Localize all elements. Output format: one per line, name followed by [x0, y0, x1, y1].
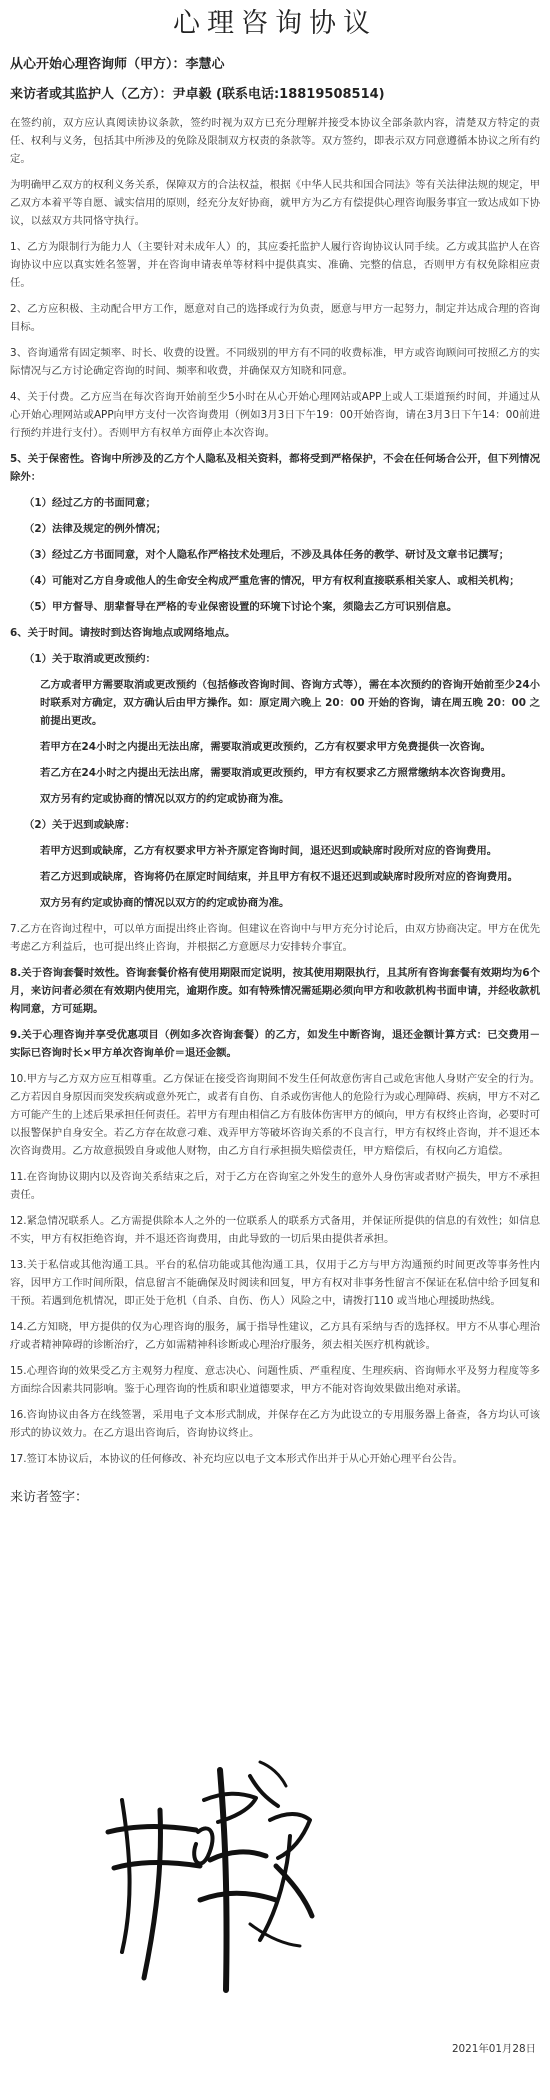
clause-13: 13.关于私信或其他沟通工具。平台的私信功能或其他沟通工具，仅用于乙方与甲方沟通预约时间更改等事务性内容，因甲方工作时间所限，信息留言不能确保及时阅读和回复，甲方有权对非事务性留言不保证在私信中给予回复和干预。若遇到危机情况，即正处于危机（自杀、自伤、伤人）风险之中，请拨打110 或当地心理援助热线。	[10, 1259, 540, 1307]
clause-6-party-b-late: 若乙方迟到或缺席，咨询将仍在原定时间结束，并且甲方有权不退还迟到或缺席时段所对应的咨询费用。	[40, 871, 518, 883]
clause-6-cancel-rule: 乙方或者甲方需要取消或更改预约（包括修改咨询时间、咨询方式等），需在本次预约的咨询开始前至少24小时联系对方确定，双方确认后由甲方操作。如：原定周六晚上 20：00 开始的咨询，请在周五晚 20：00 之前提出更改。	[40, 679, 540, 727]
clause-16: 16.咨询协议由各方在线签署，采用电子文本形式制成，并保存在乙方为此设立的专用服务器上备查，各方均认可该形式的协议效力。在乙方退出咨询后，咨询协议终止。	[10, 1409, 540, 1439]
clause-6-subheading-1: （1）关于取消或更改预约：	[24, 653, 156, 665]
clause-1: 1、乙方为限制行为能力人（主要针对未成年人）的，其应委托监护人履行咨询协议认同手续。乙方或其监护人在咨询协议中应以真实姓名签署，并在咨询申请表单等材料中提供真实、准确、完整的信息，否则甲方有权免除相应责任。	[10, 241, 540, 289]
clause-9: 9.关于心理咨询并享受优惠项目（例如多次咨询套餐）的乙方，如发生中断咨询，退还金额计算方式：已交费用－实际已咨询时长×甲方单次咨询单价＝退还金额。	[10, 1029, 540, 1059]
agreement-body	[0, 106, 550, 1468]
visitor-signature-label: 来访者签字：	[10, 1490, 89, 1505]
clause-7: 7.乙方在咨询过程中，可以单方面提出终止咨询。但建议在咨询中与甲方充分讨论后，由双方协商决定。甲方在优先考虑乙方利益后，也可提出终止咨询，并根据乙方意愿尽力安排转介事宜。	[10, 923, 540, 953]
clause-8: 8.关于咨询套餐时效性。咨询套餐价格有使用期限而定说明，按其使用期限执行，且其所有咨询套餐有效期均为6个月，来访问者必须在有效期内使用完，逾期作废。如有特殊情况需延期必须向甲方和收款机构书面申请，并经收款机构同意，方可延期。	[10, 967, 540, 1015]
clause-3: 3、咨询通常有固定频率、时长、收费的设置。不同级别的甲方有不同的收费标准，甲方或咨询顾问可按照乙方的实际情况与乙方讨论确定咨询的时间、频率和收费，并确保双方知晓和同意。	[10, 347, 540, 377]
clause-15: 15.心理咨询的效果受乙方主观努力程度、意志决心、问题性质、严重程度、生理疾病、咨询师水平及努力程度等多方面综合因素共同影响。鉴于心理咨询的性质和职业道德要求，甲方不能对咨询效果做出绝对承诺。	[10, 1365, 540, 1395]
purpose-paragraph: 为明确甲乙双方的权利义务关系，保障双方的合法权益，根据《中华人民共和国合同法》等有关法律法规的规定，甲乙双方本着平等自愿、诚实信用的原则，经充分友好协商，就甲方为乙方有偿提供心理咨询服务事宜一致达成如下协议，以兹双方共同恪守执行。	[10, 179, 540, 227]
clause-2: 2、乙方应积极、主动配合甲方工作，愿意对自己的选择或行为负责，愿意与甲方一起努力，制定并达成合理的咨询目标。	[10, 303, 540, 333]
clause-5-item-5: （5）甲方督导、朋辈督导在严格的专业保密设置的环境下讨论个案，须隐去乙方可识别信息。	[24, 601, 458, 613]
clause-6-time: 6、关于时间。请按时到达咨询地点或网络地点。	[10, 627, 236, 639]
clause-4: 4、关于付费。乙方应当在每次咨询开始前至少5小时在从心开始心理网站或APP上或人工渠道预约时间，并通过从心开始心理网站或APP向甲方支付一次咨询费用（例如3月3日下午19：00开始咨询，请在3月3日下午14：00前进行预约并进行支付）。否则甲方有权单方面停止本次咨询。	[10, 391, 540, 439]
party-b-line: 来访者或其监护人（乙方）：尹卓毅 (联系电话:18819508514)	[10, 87, 385, 102]
clause-5-confidentiality: 5、关于保密性。咨询中所涉及的乙方个人隐私及相关资料，都将受到严格保护，不会在任何场合公开，但下列情况除外：	[10, 453, 540, 483]
clause-12: 12.紧急情况联系人。乙方需提供除本人之外的一位联系人的联系方式备用，并保证所提供的信息的有效性；如信息不实，甲方有权拒绝咨询，并不退还咨询费用，由此导致的一切后果由提供者承担。	[10, 1215, 540, 1245]
document-title: 心理咨询协议	[173, 8, 377, 39]
clause-6-subheading-2: （2）关于迟到或缺席：	[24, 819, 136, 831]
clause-6-party-a-late: 若甲方迟到或缺席，乙方有权要求甲方补齐原定咨询时间，退还迟到或缺席时段所对应的咨询费用。	[40, 845, 498, 857]
clause-6-other-agreement-1: 双方另有约定或协商的情况以双方的约定或协商为准。	[40, 793, 290, 805]
clause-6-party-b-late-cancel: 若乙方在24小时之内提出无法出席，需要取消或更改预约，甲方有权要求乙方照常缴纳本次咨询费用。	[40, 767, 512, 779]
clause-5-item-3: （3）经过乙方书面同意，对个人隐私作严格技术处理后，不涉及具体任务的教学、研讨及文章书记撰写；	[24, 549, 510, 561]
clause-17: 17.签订本协议后，本协议的任何修改、补充均应以电子文本形式作出并于从心开始心理平台公告。	[10, 1453, 463, 1465]
clause-5-item-1: （1）经过乙方的书面同意；	[24, 497, 156, 509]
clause-14: 14.乙方知晓，甲方提供的仅为心理咨询的服务，属于指导性建议，乙方具有采纳与否的选择权。甲方不从事心理治疗或者精神障碍的诊断治疗，乙方如需精神科诊断或心理治疗服务，须去相关医疗机构就诊。	[10, 1321, 540, 1351]
clause-10: 10.甲方与乙方双方应互相尊重。乙方保证在接受咨询期间不发生任何故意伤害自己或危害他人身财产安全的行为。乙方若因自身原因而突发疾病或意外死亡，或者有自伤、自杀或伤害他人的危险行为或心理障碍、疾病，甲方不对乙方可能产生的上述后果承担任何责任。若甲方有理由相信乙方有肢体伤害甲方的倾向，甲方有权终止咨询，必要时可以报警保护自身安全。若乙方存在故意刁难、戏弄甲方等破坏咨询关系的不良言行，甲方有权终止咨询，并不退还本次咨询费用。乙方故意损毁自身或他人财物，由乙方自行承担损失赔偿责任，甲方赔偿后，有权向乙方追偿。	[10, 1073, 540, 1157]
clause-11: 11.在咨询协议期内以及咨询关系结束之后，对于乙方在咨询室之外发生的意外人身伤害或者财产损失，甲方不承担责任。	[10, 1171, 540, 1201]
clause-5-item-4: （4）可能对乙方自身或他人的生命安全构成严重危害的情况，甲方有权利直接联系相关家人、或相关机构；	[24, 575, 520, 587]
signing-date: 2021年01月28日	[451, 2043, 536, 2055]
handwritten-signature	[100, 1740, 320, 2000]
clause-5-item-2: （2）法律及规定的例外情况；	[24, 523, 167, 535]
clause-6-other-agreement-2: 双方另有约定或协商的情况以双方的约定或协商为准。	[40, 897, 290, 909]
party-a-line: 从心开始心理咨询师（甲方）：李慧心	[10, 57, 225, 72]
preamble-paragraph: 在签约前，双方应认真阅读协议条款，签约时视为双方已充分理解并接受本协议全部条款内容，清楚双方特定的责任、权利与义务，包括其中所涉及的免除及限制双方权责的条款等。双方签约，即表示双方同意遵循本协议之所有约定。	[10, 117, 540, 165]
clause-6-party-a-late-cancel: 若甲方在24小时之内提出无法出席，需要取消或更改预约，乙方有权要求甲方免费提供一次咨询。	[40, 741, 491, 753]
